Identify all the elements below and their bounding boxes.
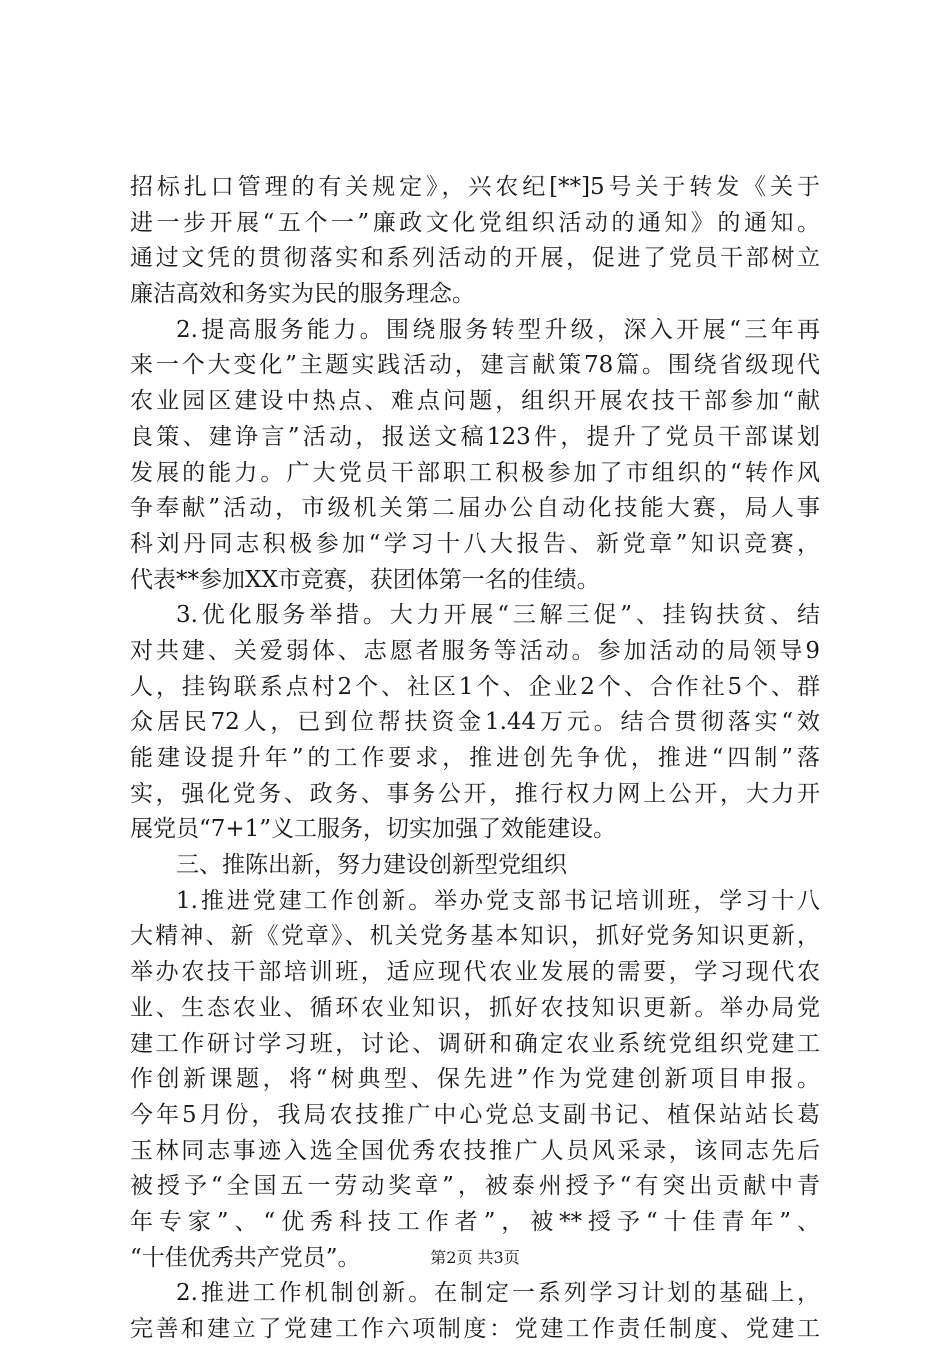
text-line: 作创新课题，将“树典型、保先进”作为党建创新项目申报。: [130, 1066, 820, 1093]
text-line: 发展的能力。广大党员干部职工积极参加了市组织的“转作风: [130, 459, 820, 486]
text-line: 1.推进党建工作创新。举办党支部书记培训班，学习十八: [176, 887, 820, 914]
page-footer: 第2页 共3页: [430, 1248, 520, 1267]
text-line: 进一步开展“五个一”廉政文化党组织活动的通知》的通知。: [130, 209, 820, 236]
text-line: 今年5月份，我局农技推广中心党总支副书记、植保站站长葛: [130, 1101, 820, 1128]
text-line: 代表**参加XX市竞赛，获团体第一名的佳绩。: [130, 566, 600, 593]
text-line: 对共建、关爱弱体、志愿者服务等活动。参加活动的局领导9: [130, 637, 820, 664]
text-line: 举办农技干部培训班，适应现代农业发展的需要，学习现代农: [130, 959, 820, 986]
section-heading: 三、推陈出新，努力建设创新型党组织: [176, 852, 567, 879]
text-line: 玉林同志事迹入选全国优秀农技推广人员风采录，该同志先后: [130, 1137, 820, 1164]
text-line: 被授予“全国五一劳动奖章”，被泰州授予“有突出贡献中青: [130, 1173, 820, 1200]
text-line: 2.提高服务能力。围绕服务转型升级，深入开展“三年再: [176, 316, 820, 343]
text-line: 众居民72人，已到位帮扶资金1.44万元。结合贯彻落实“效: [130, 709, 820, 736]
text-line: 良策、建诤言”活动，报送文稿123件，提升了党员干部谋划: [130, 423, 820, 450]
text-line: 展党员“7+1”义工服务，切实加强了效能建设。: [130, 816, 617, 843]
text-line: 完善和建立了党建工作六项制度：党建工作责任制度、党建工: [130, 1316, 820, 1342]
text-line: 大精神、新《党章》、机关党务基本知识，抓好党务知识更新，: [130, 923, 820, 950]
text-line: 科刘丹同志积极参加“学习十八大报告、新党章”知识竞赛，: [130, 530, 820, 557]
text-line: “十佳优秀共产党员”。: [130, 1244, 361, 1271]
text-line: 3.优化服务举措。大力开展“三解三促”、挂钩扶贫、结: [176, 602, 820, 629]
text-line: 农业园区建设中热点、难点问题，组织开展农技干部参加“献: [130, 388, 820, 415]
document-body: [130, 170, 820, 1348]
text-line: 能建设提升年”的工作要求，推进创先争优，推进“四制”落: [130, 745, 820, 771]
text-line: 通过文凭的贯彻落实和系列活动的开展，促进了党员干部树立: [130, 245, 820, 272]
text-line: 廉洁高效和务实为民的服务理念。: [130, 281, 475, 308]
text-line: 人，挂钩联系点村2个、社区1个、企业2个、合作社5个、群: [130, 673, 820, 700]
text-line: 争奉献”活动，市级机关第二届办公自动化技能大赛，局人事: [130, 495, 820, 522]
text-line: 来一个大变化”主题实践活动，建言献策78篇。围绕省级现代: [130, 352, 820, 379]
text-line: 建工作研讨学习班，讨论、调研和确定农业系统党组织党建工: [130, 1030, 820, 1057]
text-line: 年专家”、“优秀科技工作者”，被**授予“十佳青年”、: [130, 1208, 820, 1235]
text-line: 业、生态农业、循环农业知识，抓好农技知识更新。举办局党: [130, 994, 820, 1021]
text-line: 招标扎口管理的有关规定》，兴农纪[**]5号关于转发《关于: [130, 174, 820, 200]
text-line: 实，强化党务、政务、事务公开，推行权力网上公开，大力开: [130, 780, 820, 807]
text-line: 2.推进工作机制创新。在制定一系列学习计划的基础上，: [176, 1280, 820, 1307]
